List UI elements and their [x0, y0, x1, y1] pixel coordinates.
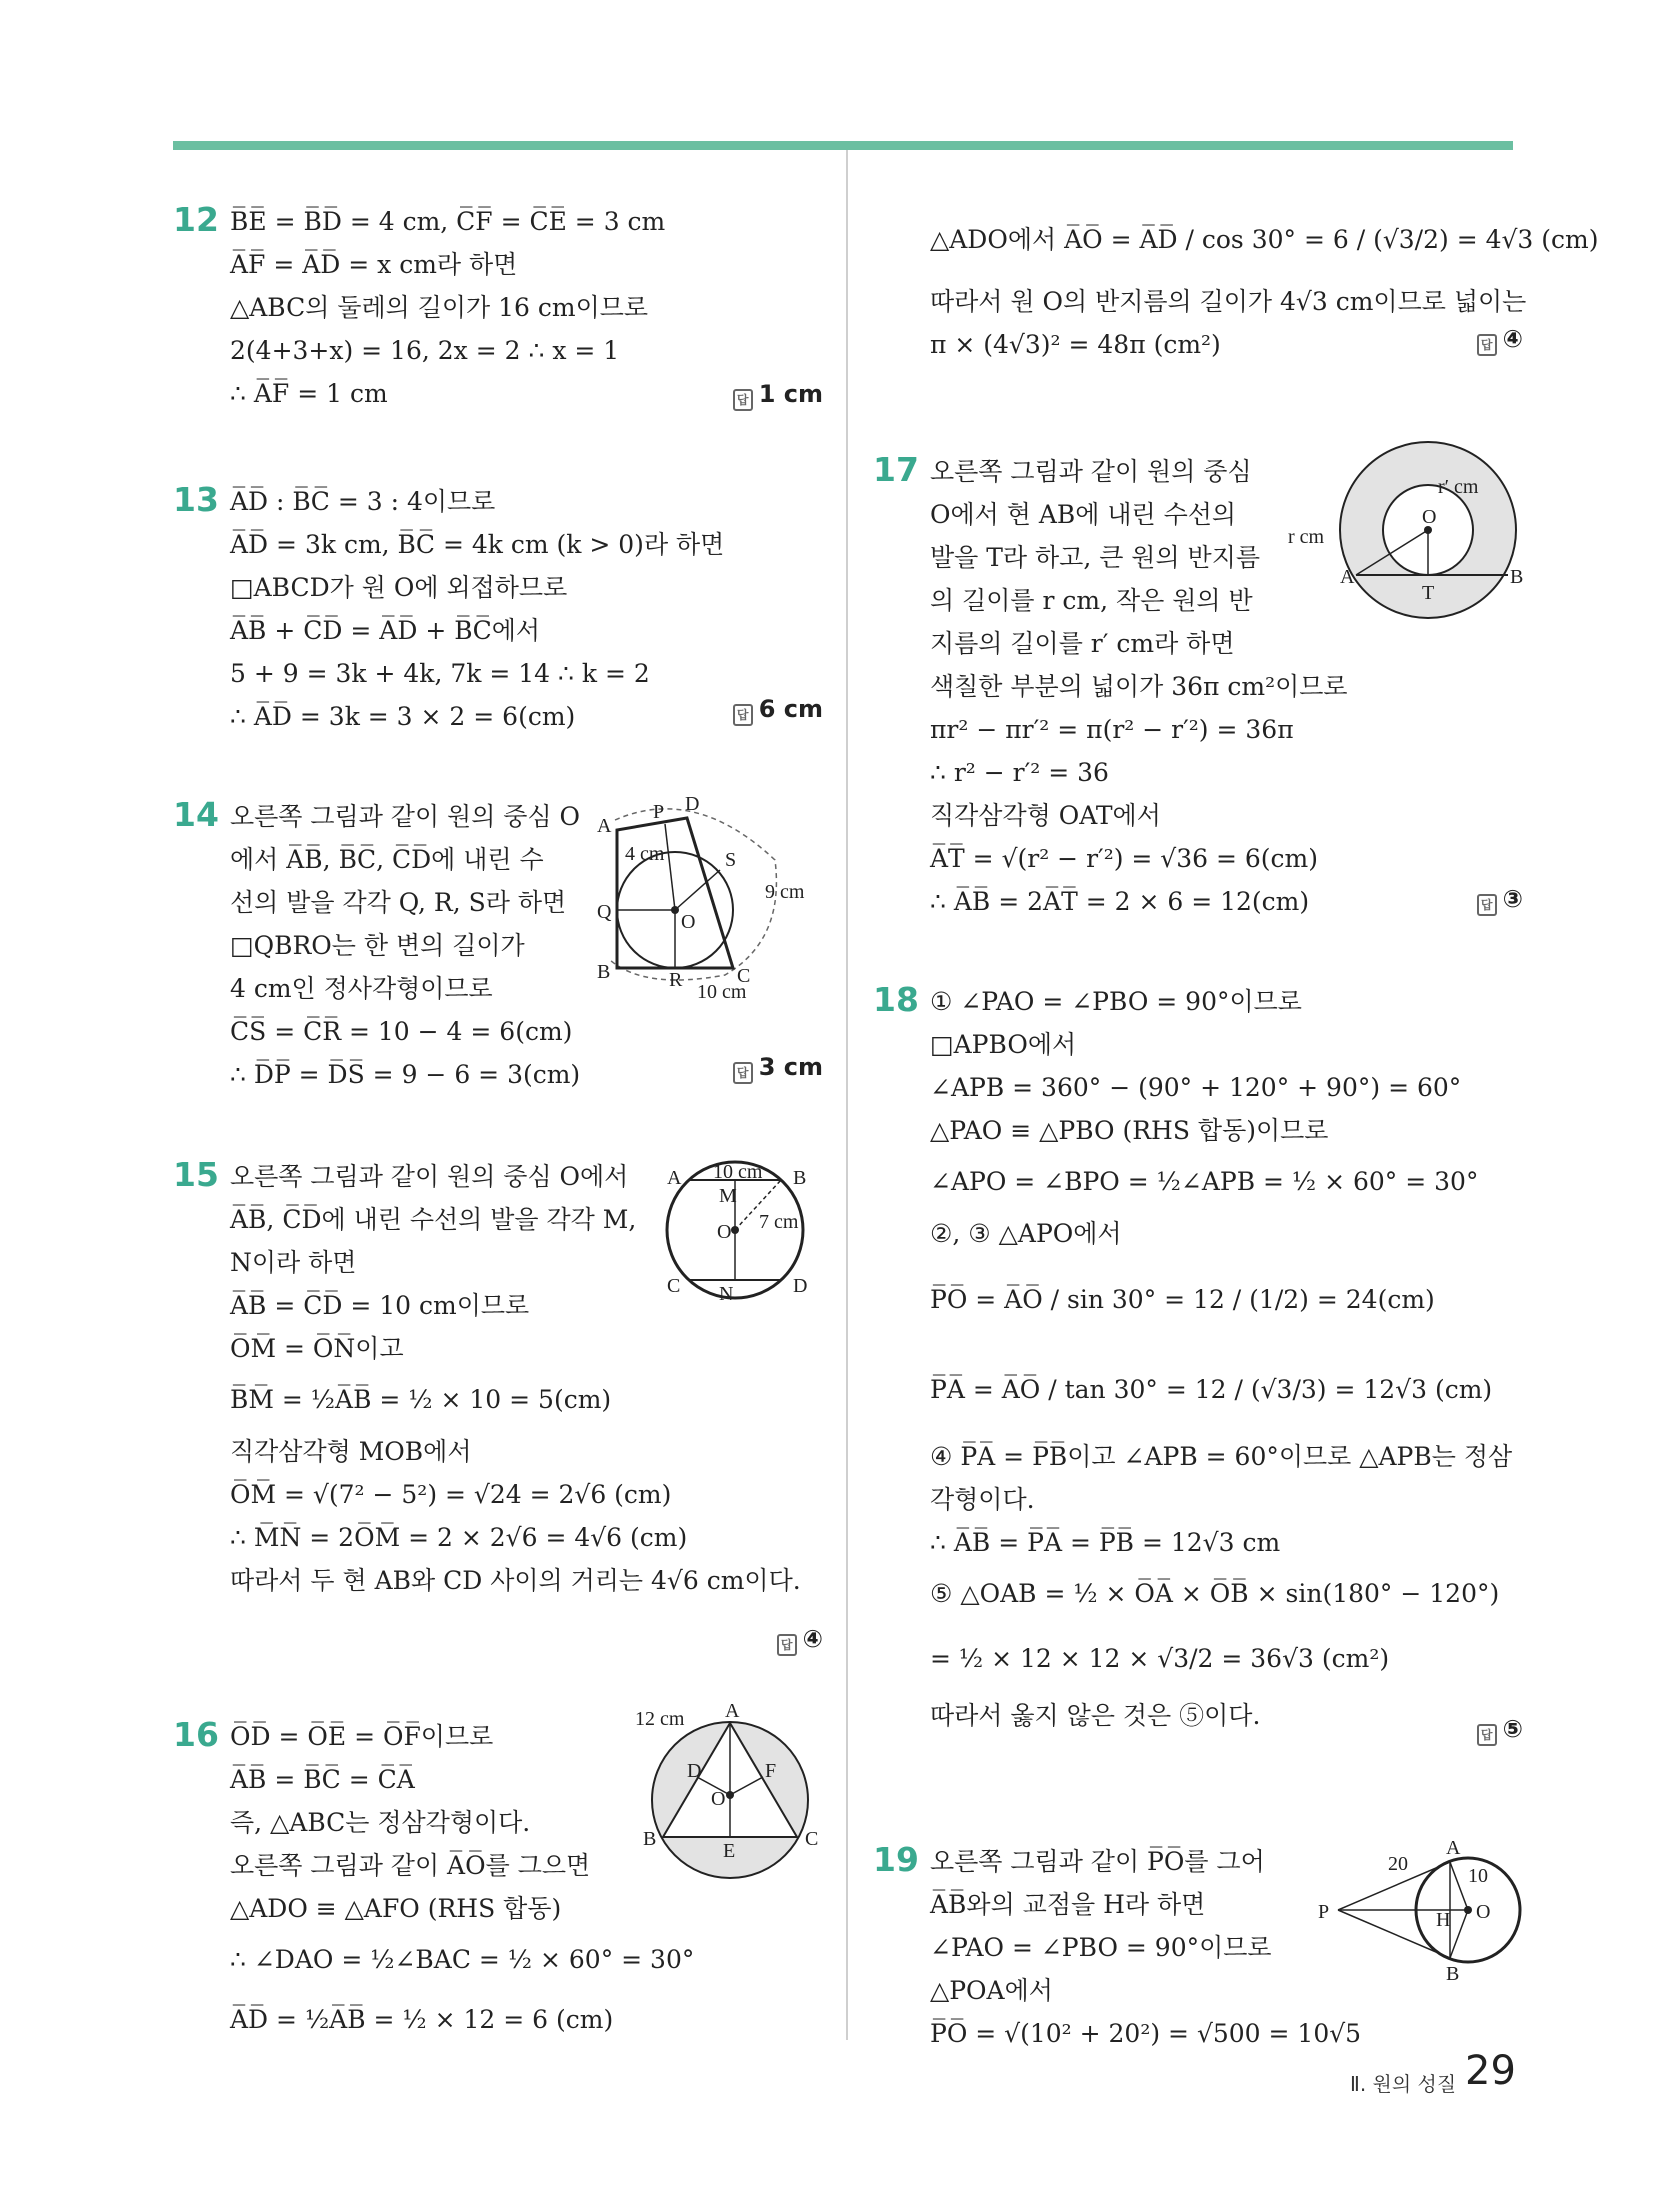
solution-line: 따라서 두 현 AB와 CD 사이의 거리는 4√6 cm이다.	[230, 1566, 801, 1595]
solution-line: O̅M̅ = O̅N̅이고	[230, 1334, 404, 1363]
label-o: O	[1422, 506, 1437, 528]
label-b: B	[643, 1828, 657, 1850]
label-t: T	[1422, 582, 1435, 604]
label-e: E	[723, 1840, 736, 1862]
center-point	[731, 1226, 739, 1234]
solution-line: 오른쪽 그림과 같이 원의 중심	[930, 457, 1252, 486]
answer-badge	[777, 1625, 823, 1656]
solution-line: O̅D̅ = O̅E̅ = O̅F̅이므로	[230, 1722, 494, 1751]
label-r: R	[669, 969, 683, 991]
solution-line: O̅M̅ = √(7² − 5²) = √24 = 2√6 (cm)	[230, 1480, 672, 1509]
label-f: F	[765, 1760, 777, 1782]
label-d: D	[793, 1275, 808, 1297]
solution-body	[930, 200, 1599, 366]
solution-line: 2(4+3+x) = 16, 2x = 2 ∴ x = 1	[230, 336, 620, 365]
label-b: B	[597, 961, 611, 983]
solution-line: P̅A̅ = A̅O̅ / tan 30° = 12 / (√3/3) = 12√3 (cm)	[930, 1375, 1493, 1404]
solution-line: ②, ③ △APO에서	[930, 1219, 1122, 1248]
solution-line: △PAO ≡ △PBO (RHS 합동)이므로	[930, 1116, 1329, 1145]
solution-line: 5 + 9 = 3k + 4k, 7k = 14 ∴ k = 2	[230, 659, 650, 688]
solution-line: ∴ A̅B̅ = P̅A̅ = P̅B̅ = 12√3 cm	[930, 1528, 1281, 1557]
solution-line: ∠APB = 360° − (90° + 120° + 90°) = 60°	[930, 1073, 1462, 1102]
label-n: N	[719, 1283, 734, 1305]
solution-line: A̅T̅ = √(r² − r′²) = √36 = 6(cm)	[930, 844, 1319, 873]
answer-icon: 답	[1477, 1724, 1497, 1746]
problem-number: 12	[173, 200, 219, 239]
footer-section-title: Ⅱ. 원의 성질	[1350, 2072, 1457, 2096]
problem-number: 17	[873, 450, 919, 489]
solution-line: πr² − πr′² = π(r² − r′²) = 36π	[930, 715, 1294, 744]
solution-line: 발을 T라 하고, 큰 원의 반지름	[930, 543, 1261, 572]
solution-line: ∴ ∠DAO = ½∠BAC = ½ × 60° = 30°	[230, 1945, 695, 1974]
label-a: A	[1446, 1837, 1461, 1859]
top-accent-bar	[173, 141, 1513, 150]
solution-line: ① ∠PAO = ∠PBO = 90°이므로	[930, 987, 1302, 1016]
label-d: D	[685, 793, 700, 815]
label-b: B	[1446, 1963, 1460, 1985]
solution-line: △ADO에서 A̅O̅ = A̅D̅ / cos 30° = 6 / (√3/2) = 4√3 (cm)	[930, 225, 1599, 254]
radius-op	[665, 824, 675, 910]
figure-19-tangent-lines	[1318, 1837, 1523, 1985]
answer-icon: 답	[733, 389, 753, 411]
radius-ob	[1450, 1910, 1468, 1958]
center-point	[671, 906, 679, 914]
solution-line: △POA에서	[930, 1976, 1053, 2005]
solution-line: ∴ A̅F̅ = 1 cm	[230, 379, 388, 408]
label-q: Q	[597, 901, 612, 923]
label-m: M	[719, 1185, 737, 1207]
solution-body	[230, 200, 820, 415]
label-bc-length: 10 cm	[697, 981, 747, 1003]
label-large-radius: r cm	[1288, 526, 1325, 548]
problem-number: 14	[173, 795, 219, 834]
figure-17-concentric-circles	[1288, 435, 1525, 635]
solution-line: A̅B̅ + C̅D̅ = A̅D̅ + B̅C̅에서	[230, 616, 541, 645]
answer-text: 3 cm	[758, 1053, 823, 1081]
solution-line: 오른쪽 그림과 같이 원의 중심 O에서	[230, 1162, 629, 1191]
solution-body	[930, 980, 1520, 1737]
center-point	[726, 1791, 734, 1799]
solution-line: 에서 A̅B̅, B̅C̅, C̅D̅에 내린 수	[230, 845, 544, 874]
label-a: A	[667, 1167, 682, 1189]
label-o: O	[711, 1788, 726, 1810]
solution-line: 직각삼각형 OAT에서	[930, 801, 1161, 830]
solution-line: 색칠한 부분의 넓이가 36π cm²이므로	[930, 672, 1348, 701]
solution-line: A̅B̅ = C̅D̅ = 10 cm이므로	[230, 1291, 530, 1320]
answer-badge	[1477, 325, 1523, 356]
label-o: O	[717, 1221, 732, 1243]
label-ao-length: 10	[1468, 1865, 1488, 1887]
label-a: A	[725, 1700, 740, 1722]
solution-line: ∴ D̅P̅ = D̅S̅ = 9 − 6 = 3(cm)	[230, 1060, 581, 1089]
solution-line: 따라서 원 O의 반지름의 길이가 4√3 cm이므로 넓이는	[930, 287, 1527, 316]
solution-line: △ABC의 둘레의 길이가 16 cm이므로	[230, 293, 649, 322]
label-a: A	[597, 815, 612, 837]
solution-line: ∴ A̅D̅ = 3k = 3 × 2 = 6(cm)	[230, 702, 576, 731]
solution-line: 지름의 길이를 r′ cm라 하면	[930, 629, 1235, 658]
solution-line: A̅B̅, C̅D̅에 내린 수선의 발을 각각 M,	[230, 1205, 637, 1234]
answer-badge	[733, 380, 823, 411]
solution-line: P̅O̅ = A̅O̅ / sin 30° = 12 / (1/2) = 24(cm)	[930, 1285, 1435, 1314]
answer-icon: 답	[733, 704, 753, 726]
solution-line: 4 cm인 정사각형이므로	[230, 974, 493, 1003]
problem-number: 19	[873, 1840, 919, 1879]
solution-line: 직각삼각형 MOB에서	[230, 1437, 472, 1466]
answer-text: ④	[802, 1625, 823, 1653]
solution-line: = ½ × 12 × 12 × √3/2 = 36√3 (cm²)	[930, 1644, 1390, 1673]
solution-line: A̅B̅와의 교점을 H라 하면	[930, 1890, 1206, 1919]
label-p: P	[1318, 1901, 1330, 1923]
solution-line: ⑤ △OAB = ½ × O̅A̅ × O̅B̅ × sin(180° − 120°)	[930, 1579, 1500, 1608]
solution-line: □ABCD가 원 O에 외접하므로	[230, 573, 568, 602]
solution-line: C̅S̅ = C̅R̅ = 10 − 4 = 6(cm)	[230, 1017, 573, 1046]
label-d: D	[687, 1760, 702, 1782]
answer-text: ④	[1502, 325, 1523, 353]
solution-line: A̅D̅ = 3k cm, B̅C̅ = 4k cm (k > 0)라 하면	[230, 530, 725, 559]
tangent-pb	[1338, 1910, 1450, 1958]
solution-line: ∴ M̅N̅ = 2O̅M̅ = 2 × 2√6 = 4√6 (cm)	[230, 1523, 688, 1552]
solution-line: B̅M̅ = ½A̅B̅ = ½ × 10 = 5(cm)	[230, 1385, 612, 1414]
label-c: C	[737, 965, 751, 987]
solution-line: 따라서 옳지 않은 것은 ⑤이다.	[930, 1701, 1261, 1730]
answer-text: ⑤	[1502, 1715, 1523, 1743]
label-b: B	[1510, 566, 1524, 588]
label-pa-length: 20	[1388, 1853, 1408, 1875]
solution-line: □QBRO는 한 변의 길이가	[230, 931, 525, 960]
solution-line: 오른쪽 그림과 같이 P̅O̅를 그어	[930, 1847, 1265, 1876]
answer-text: 1 cm	[758, 380, 823, 408]
solution-line: A̅F̅ = A̅D̅ = x cm라 하면	[230, 250, 518, 279]
problem-number: 16	[173, 1715, 219, 1754]
figure-14-circle-quadrilateral	[585, 790, 825, 1003]
label-o: O	[1476, 1901, 1491, 1923]
solution-line: O에서 현 AB에 내린 수선의	[930, 500, 1237, 529]
solution-line: 선의 발을 각각 Q, R, S라 하면	[230, 888, 567, 917]
figure-15-circle-chords	[655, 1150, 825, 1320]
answer-icon: 답	[1477, 894, 1497, 916]
page-number: 29	[1465, 2048, 1516, 2094]
solution-line: △ADO ≡ △AFO (RHS 합동)	[230, 1894, 562, 1923]
solution-line: 즉, △ABC는 정삼각형이다.	[230, 1808, 531, 1837]
label-small-radius: r′ cm	[1438, 476, 1479, 498]
answer-icon: 답	[777, 1634, 797, 1656]
label-c: C	[805, 1828, 819, 1850]
solution-line: 의 길이를 r cm, 작은 원의 반	[930, 586, 1253, 615]
center-point	[1464, 1906, 1472, 1914]
label-ab-length: 12 cm	[635, 1708, 685, 1730]
label-radius: 4 cm	[625, 843, 665, 865]
solution-line: 오른쪽 그림과 같이 A̅O̅를 그으면	[230, 1851, 591, 1880]
label-c: C	[667, 1275, 681, 1297]
problem-number: 13	[173, 480, 219, 519]
solution-line: □APBO에서	[930, 1030, 1077, 1059]
solution-line: A̅D̅ : B̅C̅ = 3 : 4이므로	[230, 487, 496, 516]
answer-badge	[733, 695, 823, 726]
solution-line: ④ P̅A̅ = P̅B̅이고 ∠APB = 60°이므로 △APB는 정삼	[930, 1442, 1513, 1471]
solution-line: ∴ A̅B̅ = 2A̅T̅ = 2 × 6 = 12(cm)	[930, 887, 1310, 916]
solution-line: A̅B̅ = B̅C̅ = C̅A̅	[230, 1765, 415, 1794]
solution-line: N이라 하면	[230, 1248, 357, 1277]
label-h: H	[1436, 1909, 1451, 1931]
solution-line: P̅O̅ = √(10² + 20²) = √500 = 10√5	[930, 2019, 1362, 2048]
answer-text: ③	[1502, 885, 1523, 913]
radius-oa	[1450, 1862, 1468, 1910]
figure-16-inscribed-triangle	[635, 1700, 825, 1885]
answer-icon: 답	[1477, 334, 1497, 356]
answer-badge	[1477, 885, 1523, 916]
label-a: A	[1340, 566, 1355, 588]
solution-line: B̅E̅ = B̅D̅ = 4 cm, C̅F̅ = C̅E̅ = 3 cm	[230, 207, 666, 236]
label-p: P	[653, 801, 665, 823]
problem-number: 15	[173, 1155, 219, 1194]
label-ab-length: 10 cm	[713, 1161, 763, 1183]
answer-badge	[733, 1053, 823, 1084]
column-divider	[846, 150, 848, 2040]
answer-badge	[1477, 1715, 1523, 1746]
label-cd-length: 9 cm	[765, 881, 805, 903]
answer-text: 6 cm	[758, 695, 823, 723]
solution-body	[230, 480, 820, 738]
solution-line: π × (4√3)² = 48π (cm²)	[930, 330, 1221, 359]
label-radius: 7 cm	[759, 1211, 799, 1233]
solution-line: A̅D̅ = ½A̅B̅ = ½ × 12 = 6 (cm)	[230, 2005, 614, 2034]
solution-line: ∴ r² − r′² = 36	[930, 758, 1109, 787]
answer-icon: 답	[733, 1062, 753, 1084]
label-o: O	[681, 911, 696, 933]
solution-line: ∠APO = ∠BPO = ½∠APB = ½ × 60° = 30°	[930, 1167, 1479, 1196]
solution-line: 각형이다.	[930, 1485, 1035, 1514]
solution-line: ∠PAO = ∠PBO = 90°이므로	[930, 1933, 1272, 1962]
problem-number: 18	[873, 980, 919, 1019]
label-s: S	[725, 849, 737, 871]
label-b: B	[793, 1167, 807, 1189]
solution-line: 오른쪽 그림과 같이 원의 중심 O	[230, 802, 581, 831]
